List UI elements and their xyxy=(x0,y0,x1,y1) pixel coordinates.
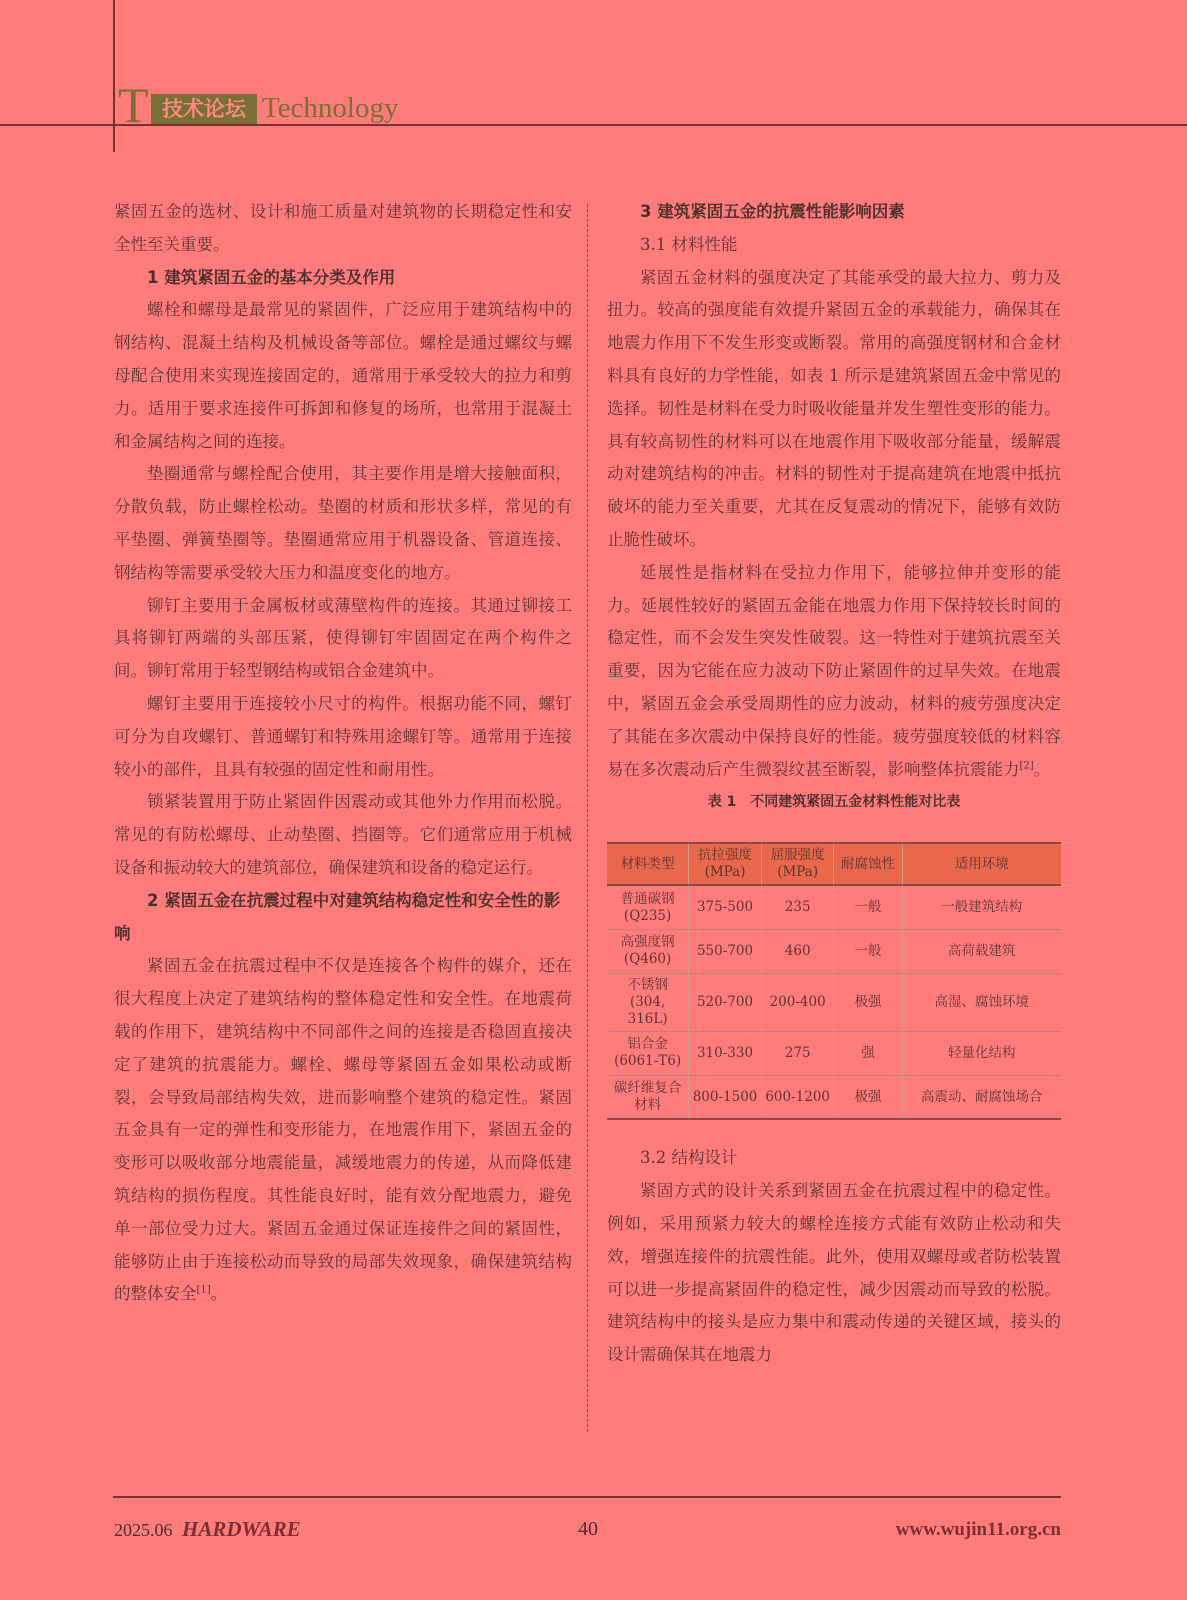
page-number: 40 xyxy=(578,1518,598,1540)
paragraph: 垫圈通常与螺栓配合使用，其主要作用是增大接触面积，分散负载，防止螺栓松动。垫圈的材质和形状多样，常见的有平垫圈、弹簧垫圈等。垫圈通常应用于机器设备、管道连接、钢结构等需要承受较大压力和温度变化的地方。 xyxy=(114,464,572,582)
header-vertical-rule xyxy=(113,0,115,152)
table-header-cell: 屈服强度 (MPa) xyxy=(761,843,834,885)
table-cell: 高荷载建筑 xyxy=(902,929,1061,973)
table-cell: 800-1500 xyxy=(689,1075,762,1119)
citation-ref: [1] xyxy=(196,1284,211,1296)
materials-table xyxy=(607,842,1061,1120)
table-cell: 一般建筑结构 xyxy=(902,885,1061,929)
table-row xyxy=(607,885,1061,929)
table-cell: 一般 xyxy=(834,929,902,973)
paragraph xyxy=(607,557,1061,787)
footer-website-link[interactable]: www.wujin11.org.cn xyxy=(895,1519,1061,1540)
paragraph xyxy=(114,950,572,1311)
table-cell: 极强 xyxy=(834,973,902,1031)
paragraph-end: 。 xyxy=(210,1284,228,1304)
header-horizontal-rule xyxy=(0,124,1187,126)
section-heading-2: 2 紧固五金在抗震过程中对建筑结构稳定性和安全性的影响 xyxy=(114,890,561,943)
section-heading-3: 3 建筑紧固五金的抗震性能影响因素 xyxy=(640,202,905,221)
table-cell: 310-330 xyxy=(689,1031,762,1075)
paragraph-text: 紧固五金在抗震过程中不仅是连接各个构件的媒介，还在很大程度上决定了建筑结构的整体稳定性和安全性。在地震荷载的作用下，建筑结构中不同部件之间的连接是否稳固直接决定了建筑的抗震能力。螺栓、螺母等紧固五金如果松动或断裂，会导致局部结构失效，进而影响整个建筑的稳定性。紧固五金具有一定的弹性和变形能力，在地震作用下，紧固五金的变形可以吸收部分地震能量，减缓地震力的传递，从而降低建筑结构的损伤程度。其性能良好时，能有效分配地震力，避免单一部位受力过大。紧固五金通过保证连接件之间的紧固性，能够防止由于连接松动而导致的局部失效现象，确保建筑结构的整体安全 xyxy=(114,956,572,1304)
table-cell: 高震动、耐腐蚀场合 xyxy=(902,1075,1061,1119)
table-cell: 轻量化结构 xyxy=(902,1031,1061,1075)
table-cell: 普通碳钢 (Q235) xyxy=(607,885,689,929)
paragraph-text: 延展性是指材料在受拉力作用下，能够拉伸并变形的能力。延展性较好的紧固五金能在地震力作用下保持较长时间的稳定性，而不会发生突发性破裂。这一特性对于建筑抗震至关重要，因为它能在应力波动下防止紧固件的过早失效。在地震中，紧固五金会承受周期性的应力波动，材料的疲劳强度决定了其能在多次震动中保持良好的性能。疲劳强度较低的材料容易在多次震动后产生微裂纹甚至断裂，影响整体抗震能力 xyxy=(607,562,1061,779)
paragraph: 螺钉主要用于连接较小尺寸的构件。根据功能不同，螺钉可分为自攻螺钉、普通螺钉和特殊用途螺钉等。通常用于连接较小的部件，且具有较强的固定性和耐用性。 xyxy=(114,693,572,779)
paragraph-end: 。 xyxy=(1033,759,1051,779)
table-header-cell: 抗拉强度 (MPa) xyxy=(689,843,762,885)
right-column xyxy=(607,196,1061,1372)
header-section-badge: 技术论坛 xyxy=(151,94,257,124)
table-cell: 550-700 xyxy=(689,929,762,973)
table-cell: 460 xyxy=(761,929,834,973)
table-cell: 碳纤维复合 材料 xyxy=(607,1075,689,1119)
section-heading-1: 1 建筑紧固五金的基本分类及作用 xyxy=(147,267,396,287)
left-column xyxy=(114,196,572,1311)
table-cell: 强 xyxy=(834,1031,902,1075)
table-cell: 275 xyxy=(761,1031,834,1075)
table-row xyxy=(607,1031,1061,1075)
citation-ref: [2] xyxy=(1019,760,1034,772)
header-logo-letter: T xyxy=(118,77,149,133)
table-cell: 高强度钢 (Q460) xyxy=(607,929,689,973)
paragraph: 紧固方式的设计关系到紧固五金在抗震过程中的稳定性。例如，采用预紧力较大的螺栓连接方式能有效防止松动和失效，增强连接件的抗震性能。此外，使用双螺母或者防松装置可以进一步提高紧固件的稳定性，减少因震动而导致的松脱。建筑结构中的接头是应力集中和震动传递的关键区域，接头的设计需确保其在地震力 xyxy=(607,1181,1061,1365)
table-caption: 表 1 不同建筑紧固五金材料性能对比表 xyxy=(707,794,961,811)
table-cell: 极强 xyxy=(834,1075,902,1119)
table-header-cell: 耐腐蚀性 xyxy=(834,843,902,885)
table-row xyxy=(607,1075,1061,1119)
subsection-heading-3-2: 3.2 结构设计 xyxy=(640,1148,738,1168)
footer-magazine-name: HARDWARE xyxy=(182,1517,301,1541)
table-cell: 520-700 xyxy=(689,973,762,1031)
paragraph: 紧固五金材料的强度决定了其能承受的最大拉力、剪力及扭力。较高的强度能有效提升紧固五金的承载能力，确保其在地震力作用下不发生形变或断裂。常用的高强度钢材和合金材料具有良好的力学性能，如表 1 所示是建筑紧固五金中常见的选择。韧性是材料在受力时吸收能量并发生塑性变形的能力。具有较高韧性的材料可以在地震作用下吸收部分能量，缓解震动对建筑结构的冲击。材料的韧性对于提高建筑在地震中抵抗破坏的能力至关重要，尤其在反复震动的情况下，能够有效防止脆性破坏。 xyxy=(607,267,1061,549)
table-cell: 375-500 xyxy=(689,885,762,929)
table-header-row xyxy=(607,843,1061,885)
footer-issue-date: 2025.06 xyxy=(114,1520,173,1540)
paragraph: 铆钉主要用于金属板材或薄壁构件的连接。其通过铆接工具将铆钉两端的头部压紧，使得铆钉牢固固定在两个构件之间。铆钉常用于轻型钢结构或铝合金建筑中。 xyxy=(114,595,572,681)
column-divider xyxy=(587,204,588,1432)
table-row xyxy=(607,929,1061,973)
table-cell: 600-1200 xyxy=(761,1075,834,1119)
table-cell: 一般 xyxy=(834,885,902,929)
paragraph: 螺栓和螺母是最常见的紧固件，广泛应用于建筑结构中的钢结构、混凝土结构及机械设备等部位。螺栓是通过螺纹与螺母配合使用来实现连接固定的，通常用于承受较大的拉力和剪力。适用于要求连接件可拆卸和修复的场所，也常用于混凝土和金属结构之间的连接。 xyxy=(114,300,572,451)
table-cell: 200-400 xyxy=(761,973,834,1031)
table-cell: 235 xyxy=(761,885,834,929)
paragraph: 锁紧装置用于防止紧固件因震动或其他外力作用而松脱。常见的有防松螺母、止动垫圈、挡圈等。它们通常应用于机械设备和振动较大的建筑部位，确保建筑和设备的稳定运行。 xyxy=(114,792,572,877)
table-cell: 铝合金 (6061-T6) xyxy=(607,1031,689,1075)
table-cell: 高湿、腐蚀环境 xyxy=(902,973,1061,1031)
footer-rule xyxy=(113,1496,1061,1498)
table-header-cell: 材料类型 xyxy=(607,843,689,885)
header-section-english: Technology xyxy=(262,92,399,124)
subsection-heading-3-1: 3.1 材料性能 xyxy=(640,234,738,254)
table-cell: 不锈钢 (304, 316L) xyxy=(607,973,689,1031)
table-header-cell: 适用环境 xyxy=(902,843,1061,885)
table-row xyxy=(607,973,1061,1031)
paragraph: 紧固五金的选材、设计和施工质量对建筑物的长期稳定性和安全性至关重要。 xyxy=(114,202,572,254)
